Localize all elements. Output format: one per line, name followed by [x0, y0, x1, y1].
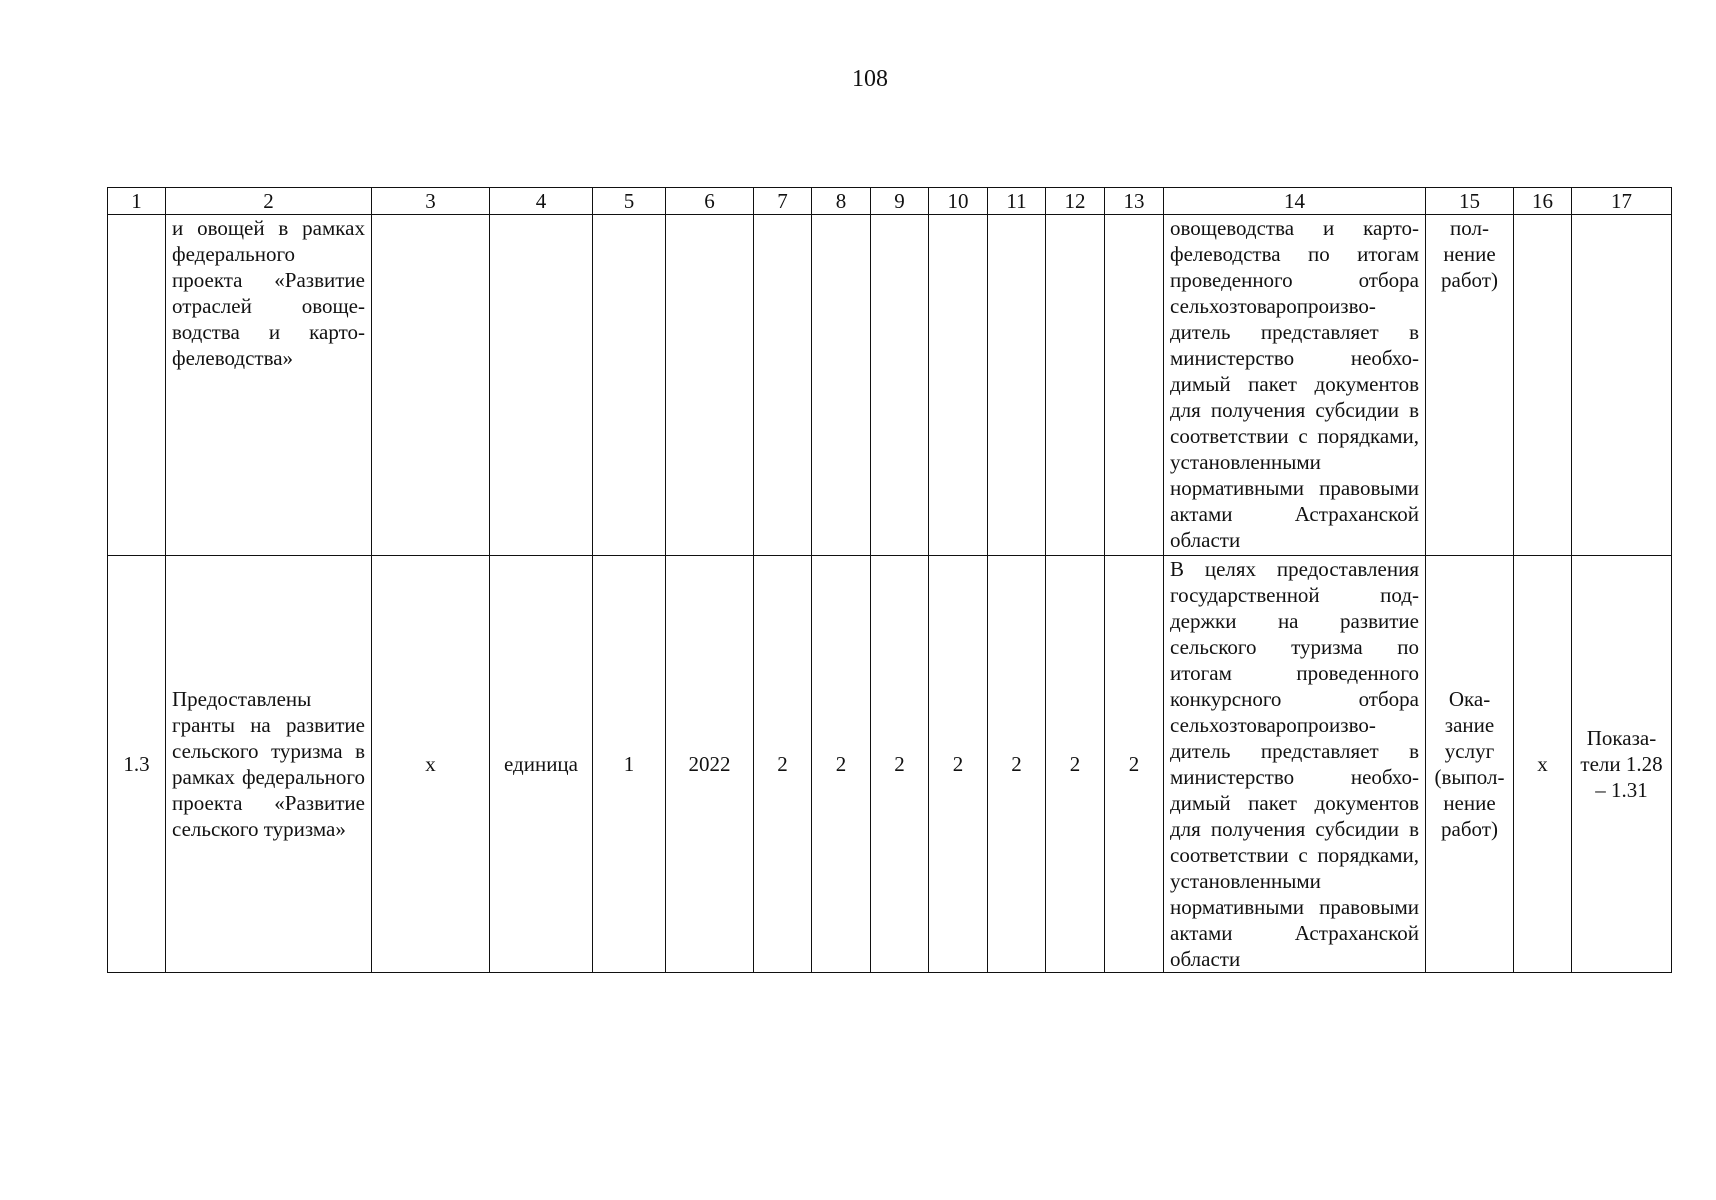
- table-cell: х: [372, 556, 490, 973]
- page-number: 108: [852, 66, 888, 92]
- table-cell-description: и овощей в рамках федерального проекта «Развитие отраслей овощеводства и картофелеводства»: [166, 215, 372, 556]
- column-header: 6: [666, 188, 754, 215]
- table-cell-value: 2: [812, 556, 871, 973]
- column-header: 8: [812, 188, 871, 215]
- column-header: 7: [754, 188, 812, 215]
- table-cell: [372, 215, 490, 556]
- column-header: 14: [1164, 188, 1426, 215]
- table-cell: [1514, 215, 1572, 556]
- table-cell-description: Предоставлены гранты на развитие сельского туризма в рамках федерального проекта «Развитие сельского туризма»: [166, 556, 372, 973]
- table-cell-value: 2: [988, 556, 1046, 973]
- table-cell: [666, 215, 754, 556]
- column-header: 10: [929, 188, 988, 215]
- table-cell: [988, 215, 1046, 556]
- column-header: 17: [1572, 188, 1672, 215]
- table-cell: [1046, 215, 1105, 556]
- column-header: 4: [490, 188, 593, 215]
- column-header: 5: [593, 188, 666, 215]
- table-cell: [1572, 215, 1672, 556]
- column-header: 9: [871, 188, 929, 215]
- table-cell: [929, 215, 988, 556]
- table-cell: [490, 215, 593, 556]
- table-cell-unit: единица: [490, 556, 593, 973]
- column-header: 16: [1514, 188, 1572, 215]
- table-cell: [593, 215, 666, 556]
- table-cell: [108, 215, 166, 556]
- table-cell-value: 2: [754, 556, 812, 973]
- table-cell: [1105, 215, 1164, 556]
- table-row-1-3: [108, 556, 1672, 973]
- program-table: [107, 187, 1672, 973]
- table-cell: [812, 215, 871, 556]
- column-header: 11: [988, 188, 1046, 215]
- table-cell-type: Оказание услуг (выполнение работ): [1426, 556, 1514, 973]
- column-header: 13: [1105, 188, 1164, 215]
- table-cell-procedure: В целях предоставления государственной поддержки на развитие сельского туризма по итогам проведенного конкурсного отбора сельхозтоваропроизводитель представляет в министерство необходимый пакет документов для получения субсидии в соответствии с порядками, установленными нормативными правовыми актами Астраханской области: [1164, 556, 1426, 973]
- column-header: 12: [1046, 188, 1105, 215]
- column-header: 1: [108, 188, 166, 215]
- table-cell-indicators: Показатели 1.28 – 1.31: [1572, 556, 1672, 973]
- table-cell-value: 2: [871, 556, 929, 973]
- table-cell-value: 2: [929, 556, 988, 973]
- column-number-row: [108, 188, 1672, 215]
- table-cell-value: 2: [1046, 556, 1105, 973]
- table-cell-procedure: овощеводства и картофелеводства по итогам проведенного отбора сельхозтоваропроизводитель представляет в министерство необходимый пакет документов для получения субсидии в соответствии с порядками, установленными нормативными правовыми актами Астраханской области: [1164, 215, 1426, 556]
- table-cell: х: [1514, 556, 1572, 973]
- table-cell: [871, 215, 929, 556]
- column-header: 3: [372, 188, 490, 215]
- table-cell: 1: [593, 556, 666, 973]
- table-cell-value: 2: [1105, 556, 1164, 973]
- table-cell-type: полнение работ): [1426, 215, 1514, 556]
- column-header: 15: [1426, 188, 1514, 215]
- column-header: 2: [166, 188, 372, 215]
- table-cell-year: 2022: [666, 556, 754, 973]
- table-cell: [754, 215, 812, 556]
- table-row-continuation: [108, 215, 1672, 556]
- table-cell-number: 1.3: [108, 556, 166, 973]
